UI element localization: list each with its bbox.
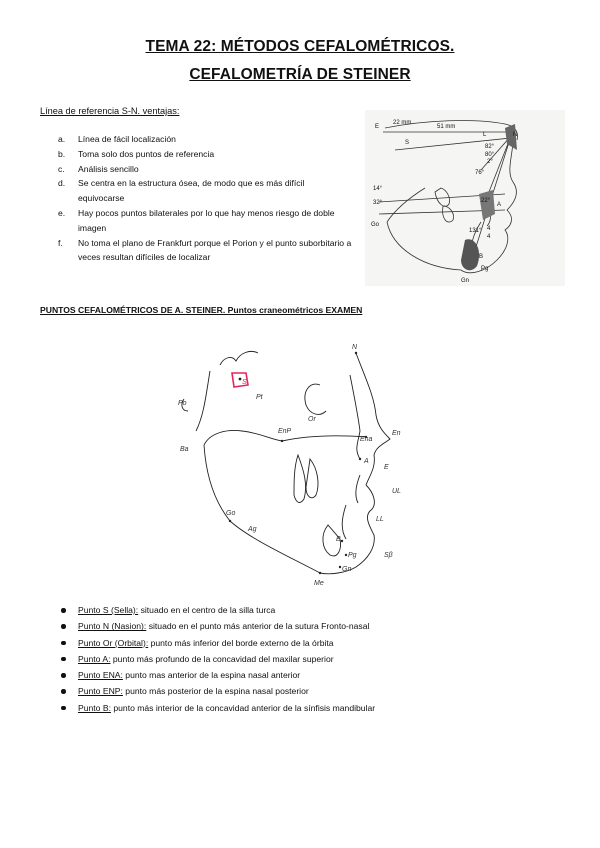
- point-description: punto más inferior del borde externo de la órbita: [148, 637, 334, 648]
- point-a: [359, 458, 361, 460]
- point-name: Punto ENA:: [78, 670, 123, 681]
- list-item: [58, 176, 353, 206]
- label-32: 32°: [373, 200, 383, 206]
- label-e: E: [384, 464, 389, 471]
- list-item: [60, 651, 560, 667]
- label-a: A: [364, 458, 369, 465]
- label-sb: Sβ: [384, 552, 393, 559]
- bullet-icon: [61, 657, 66, 662]
- label-pg: Pg: [348, 552, 357, 559]
- list-item: [60, 700, 560, 716]
- point-description: punto más posterior de la espina nasal posterior: [122, 686, 309, 697]
- label-s: S: [405, 140, 410, 146]
- list-item: [58, 206, 353, 236]
- label-en: En: [392, 430, 401, 437]
- list-item-text: Hay pocos puntos bilaterales por lo que hay menos riesgo de doble imagen: [78, 207, 335, 233]
- label-76: 76°: [475, 170, 485, 176]
- label-ll: LL: [376, 516, 384, 523]
- label-pg: Pg: [481, 266, 489, 272]
- orbit-contour: [305, 384, 326, 414]
- label-a: A: [497, 202, 502, 208]
- list-item: [60, 635, 560, 651]
- points-list: [60, 602, 560, 716]
- point-me: [319, 572, 321, 574]
- label-ag: Ag: [248, 526, 257, 533]
- list-item: [58, 132, 353, 147]
- point-enp: [281, 440, 283, 442]
- list-marker: e.: [58, 207, 66, 218]
- cephalometric-tracing-figure: [170, 335, 440, 590]
- sella-contour: [220, 351, 258, 365]
- lower-incisor: [342, 505, 346, 539]
- bullet-icon: [61, 706, 66, 711]
- label-4b: 4: [487, 234, 491, 240]
- list-item-text: Línea de fácil localización: [78, 134, 176, 144]
- upper-premolar: [306, 459, 318, 498]
- point-s: [239, 378, 242, 381]
- list-marker: c.: [58, 163, 65, 174]
- bullet-icon: [61, 689, 66, 694]
- mandible-contour: [204, 445, 320, 573]
- label-b: B: [479, 254, 484, 260]
- label-4a: 4: [487, 226, 491, 232]
- steiner-analysis-diagram: [365, 110, 565, 286]
- label-80: 80°: [485, 152, 495, 158]
- steiner-analysis-figure: [365, 110, 565, 286]
- point-name: Punto B:: [78, 702, 111, 713]
- list-marker: a.: [58, 134, 66, 144]
- posterior-cranium: [196, 371, 210, 431]
- point-description: punto más profundo de la concavidad del maxilar superior: [110, 653, 334, 664]
- list-item: [60, 618, 560, 634]
- label-b: B: [336, 536, 341, 543]
- page-subtitle: CEFALOMETRÍA DE STEINER: [189, 66, 411, 83]
- label-ul: UL: [392, 488, 401, 495]
- section-heading-points: PUNTOS CEFALOMÉTRICOS DE A. STEINER. Puntos craneométricos EXAMEN: [40, 305, 363, 315]
- upper-molar: [294, 455, 306, 502]
- label-l: L: [483, 132, 487, 138]
- point-description: punto más interior de la concavidad anterior de la sínfisis mandibular: [110, 702, 376, 713]
- point-b: [341, 540, 343, 542]
- label-2: 2°: [487, 159, 493, 165]
- point-name: Punto Or (Orbital):: [78, 637, 149, 648]
- bullet-icon: [61, 608, 66, 613]
- label-gn: Gn: [342, 566, 352, 573]
- label-ena: Ena: [360, 436, 373, 443]
- list-item-text: No toma el plano de Frankfurt porque el Porion y el punto suborbitario a veces resultan difíciles de localizar: [78, 237, 352, 263]
- cephalometric-tracing: [170, 335, 440, 590]
- label-82: 82°: [485, 144, 495, 150]
- label-22mm: 22 mm: [393, 120, 412, 126]
- label-n: N: [352, 344, 358, 351]
- list-item: [58, 162, 353, 177]
- list-item-text: Análisis sencillo: [78, 163, 139, 174]
- list-item: [60, 667, 560, 683]
- ramus-contour: [204, 431, 282, 445]
- molar-shape: [435, 188, 450, 206]
- bullet-icon: [61, 641, 66, 646]
- mandible-outline: [387, 222, 461, 270]
- list-item-text: Se centra en la estructura ósea, de modo que es más difícil equivocarse: [78, 178, 305, 204]
- label-n: N: [513, 132, 518, 138]
- label-go: Go: [226, 510, 236, 517]
- bullet-icon: [61, 673, 66, 678]
- list-item-text: Toma solo dos puntos de referencia: [78, 148, 215, 159]
- label-po: Po: [178, 400, 187, 407]
- list-item: [58, 236, 353, 266]
- label-14: 14°: [373, 186, 383, 192]
- label-gn: Gn: [461, 278, 470, 284]
- label-enp: EnP: [278, 428, 292, 435]
- point-pg: [345, 554, 347, 556]
- label-e: E: [375, 124, 380, 130]
- label-me: Me: [314, 580, 324, 587]
- list-marker: d.: [58, 178, 66, 189]
- point-name: Punto N (Nasion):: [78, 621, 147, 632]
- point-name: Punto ENP:: [78, 686, 123, 697]
- point-name: Punto A:: [78, 653, 111, 664]
- label-go: Go: [371, 222, 380, 228]
- label-51mm: 51 mm: [437, 124, 456, 130]
- section-heading-advantages: Línea de referencia S-N. ventajas:: [40, 106, 180, 116]
- advantages-list: [58, 132, 353, 265]
- bony-profile: [350, 375, 360, 459]
- point-name: Punto S (Sella):: [78, 605, 139, 615]
- label-pt: Pt: [256, 394, 263, 401]
- label-ba: Ba: [180, 446, 189, 453]
- list-item: [58, 147, 353, 162]
- upper-incisor: [356, 475, 360, 503]
- lower-profile: [320, 485, 374, 574]
- list-marker: b.: [58, 148, 66, 159]
- chin-shading: [461, 239, 479, 270]
- point-description: situado en el centro de la silla turca: [138, 605, 276, 615]
- incisor-shading: [479, 190, 495, 220]
- bullet-icon: [61, 624, 66, 629]
- lower-molar-shape: [443, 206, 454, 222]
- list-marker: f.: [58, 237, 63, 248]
- point-description: punto mas anterior de la espina nasal anterior: [122, 670, 301, 681]
- point-gn: [339, 566, 341, 568]
- ramus-outline: [387, 188, 425, 222]
- point-go: [229, 520, 231, 522]
- palatal-plane: [282, 436, 366, 441]
- list-item: [60, 602, 560, 618]
- list-item: [60, 683, 560, 699]
- label-131: 131°: [469, 228, 482, 234]
- point-n: [355, 352, 357, 354]
- label-22deg: 22°: [481, 198, 491, 204]
- page-title: TEMA 22: MÉTODOS CEFALOMÉTRICOS.: [145, 38, 455, 55]
- label-s: S: [242, 379, 247, 386]
- point-description: situado en el punto más anterior de la sutura Fronto-nasal: [146, 621, 370, 632]
- label-or: Or: [308, 416, 316, 423]
